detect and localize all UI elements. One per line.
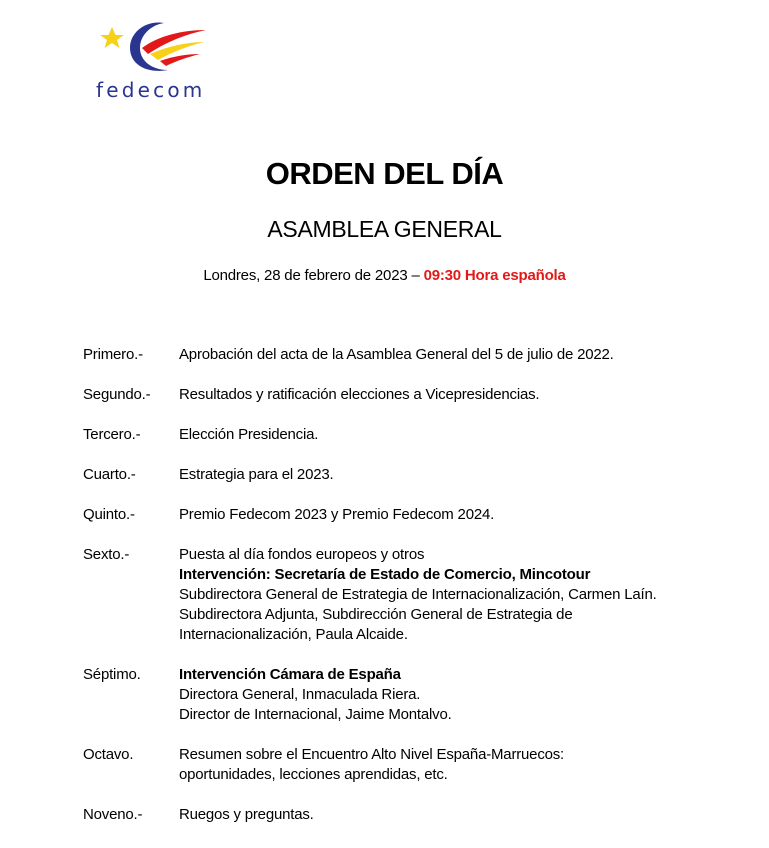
agenda-item-text: Ruegos y preguntas. (179, 806, 314, 823)
agenda-item-body (179, 745, 679, 785)
agenda-item-number: Primero.- (83, 346, 143, 363)
agenda-item-text: Puesta al día fondos europeos y otros (179, 546, 425, 563)
agenda-item-text: Resultados y ratificación elecciones a Vicepresidencias. (179, 386, 540, 403)
fedecom-logo-mark (96, 18, 221, 80)
agenda-item-number: Segundo.- (83, 386, 151, 403)
agenda-item-number: Tercero.- (83, 426, 141, 443)
agenda-item-number: Cuarto.- (83, 466, 136, 483)
place-date: Londres, 28 de febrero de 2023 – (203, 267, 420, 284)
page-title: ORDEN DEL DÍA (265, 156, 504, 191)
logo-swoosh-red2-icon (160, 54, 200, 66)
speaker-line: Directora General, Inmaculada Riera. (179, 686, 421, 703)
agenda-item-body (179, 665, 679, 725)
agenda-item-text-line: oportunidades, lecciones aprendidas, etc. (179, 766, 448, 783)
dateline (0, 267, 769, 284)
agenda-item-text-line: Resumen sobre el Encuentro Alto Nivel España-Marruecos: (179, 746, 565, 763)
agenda-item-body (179, 545, 679, 645)
agenda-item-number: Octavo. (83, 746, 134, 763)
agenda-item-number: Séptimo. (83, 666, 141, 683)
logo-wordmark: fedecom (96, 78, 206, 102)
agenda-item-text: Premio Fedecom 2023 y Premio Fedecom 2024. (179, 506, 495, 523)
agenda-item-number: Noveno.- (83, 806, 143, 823)
logo-star-icon (100, 27, 124, 48)
intervention-heading: Intervención: Secretaría de Estado de Comercio, Mincotour (179, 566, 591, 583)
speaker-line: Subdirectora Adjunta, Subdirección General de Estrategia de (179, 606, 573, 623)
agenda-item-text: Elección Presidencia. (179, 426, 319, 443)
agenda-item-number: Sexto.- (83, 546, 130, 563)
page-subtitle: ASAMBLEA GENERAL (267, 216, 502, 242)
agenda-item-number: Quinto.- (83, 506, 135, 523)
speaker-line: Director de Internacional, Jaime Montalvo. (179, 706, 452, 723)
fedecom-logo (96, 18, 221, 100)
speaker-line: Subdirectora General de Estrategia de Internacionalización, Carmen Laín. (179, 586, 657, 603)
speaker-line: Internacionalización, Paula Alcaide. (179, 626, 408, 643)
agenda-item-text: Estrategia para el 2023. (179, 466, 334, 483)
meeting-hour: 09:30 Hora española (423, 267, 566, 284)
intervention-heading: Intervención Cámara de España (179, 666, 401, 683)
agenda-item-text: Aprobación del acta de la Asamblea General del 5 de julio de 2022. (179, 346, 614, 363)
